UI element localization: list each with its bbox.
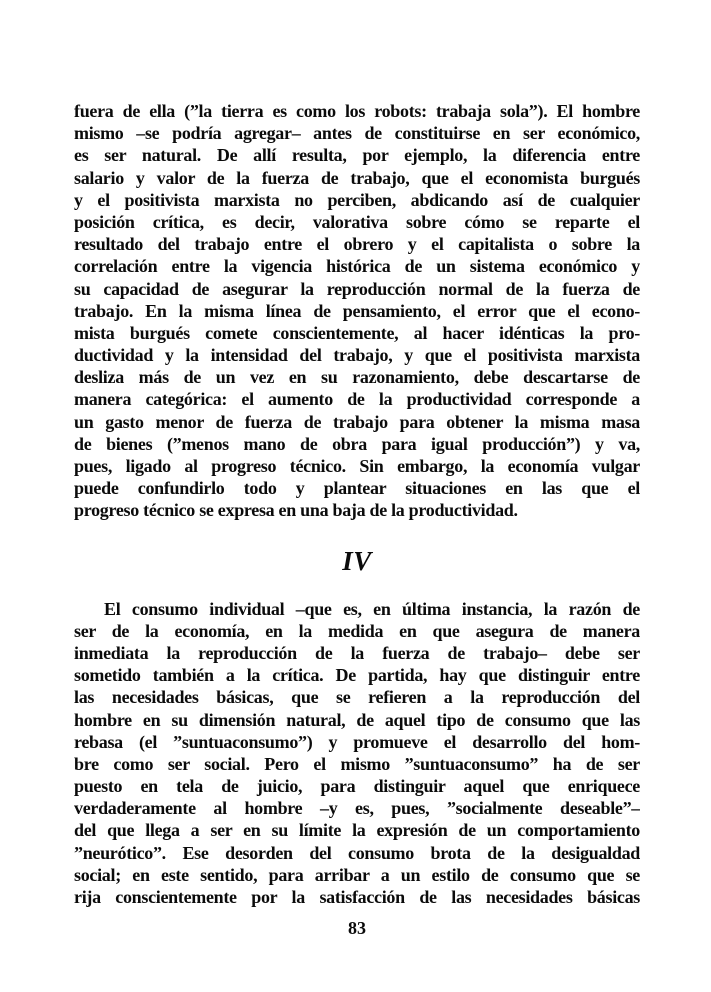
page-text-block xyxy=(74,100,640,939)
text-line: manera categórica: el aumento de la productividad corresponde a xyxy=(74,389,640,410)
text-line: sometido también a la crítica. De partida, hay que distinguir entre xyxy=(74,665,640,686)
text-line: pues, ligado al progreso técnico. Sin embargo, la economía vulgar xyxy=(74,456,640,476)
text-line: un gasto menor de fuerza de trabajo para obtener la misma masa xyxy=(74,411,640,432)
text-line: del que llega a ser en su límite la expresión de un comportamiento xyxy=(74,820,640,841)
text-line: correlación entre la vigencia histórica de un sistema económico y xyxy=(74,256,640,277)
text-line: su capacidad de asegurar la reproducción normal de la fuerza de xyxy=(74,278,640,299)
text-line: trabajo. En la misma línea de pensamiento, el error que el econo- xyxy=(74,300,640,321)
text-line: de bienes (”menos mano de obra para igual producción”) y va, xyxy=(74,433,640,454)
text-line: progreso técnico se expresa en una baja de la productividad. xyxy=(74,500,518,521)
text-line: posición crítica, es decir, valorativa sobre cómo se reparte el xyxy=(74,211,640,232)
text-line: rebasa (el ”suntuaconsumo”) y promueve el desarrollo del hom- xyxy=(74,731,640,752)
text-line: desliza más de un vez en su razonamiento, debe descartarse de xyxy=(74,367,640,388)
text-line: hombre en su dimensión natural, de aquel tipo de consumo que las xyxy=(74,709,640,730)
text-line: las necesidades básicas, que se refieren a la reproducción del xyxy=(74,687,640,708)
text-line: fuera de ella (”la tierra es como los robots: trabaja sola”). El hombre xyxy=(74,101,640,121)
paragraph xyxy=(74,598,640,909)
text-line: es ser natural. De allí resulta, por ejemplo, la diferencia entre xyxy=(74,145,640,166)
text-line: El consumo individual –que es, en última instancia, la razón de xyxy=(104,598,640,619)
text-line: salario y valor de la fuerza de trabajo, que el economista burgués xyxy=(74,167,640,188)
paragraph xyxy=(74,100,640,522)
text-line: mismo –se podría agregar– antes de constituirse en ser económico, xyxy=(74,123,640,144)
text-line: ser de la economía, en la medida en que asegura de manera xyxy=(74,620,640,641)
text-line: ductividad y la intensidad del trabajo, y que el positivista marxista xyxy=(74,345,640,366)
text-line: ”neurótico”. Ese desorden del consumo brota de la desigualdad xyxy=(74,842,640,863)
text-line: mista burgués comete conscientemente, al hacer idénticas la pro- xyxy=(74,322,640,343)
text-line: bre como ser social. Pero el mismo ”suntuaconsumo” ha de ser xyxy=(74,753,640,774)
text-line: social; en este sentido, para arribar a un estilo de consumo que se xyxy=(74,864,640,885)
text-line: verdaderamente al hombre –y es, pues, ”socialmente deseable”– xyxy=(74,798,640,819)
text-line: inmediata la reproducción de la fuerza de trabajo– debe ser xyxy=(74,642,640,663)
page-number: 83 xyxy=(348,918,366,939)
text-line: puede confundirlo todo y plantear situaciones en las que el xyxy=(74,478,640,499)
section-heading: IV xyxy=(342,545,372,576)
text-line: puesto en tela de juicio, para distinguir aquel que enriquece xyxy=(74,776,640,797)
text-line: y el positivista marxista no perciben, abdicando así de cualquier xyxy=(74,189,640,210)
text-line: rija conscientemente por la satisfacción de las necesidades básicas xyxy=(74,887,640,907)
text-line: resultado del trabajo entre el obrero y el capitalista o sobre la xyxy=(74,234,640,255)
